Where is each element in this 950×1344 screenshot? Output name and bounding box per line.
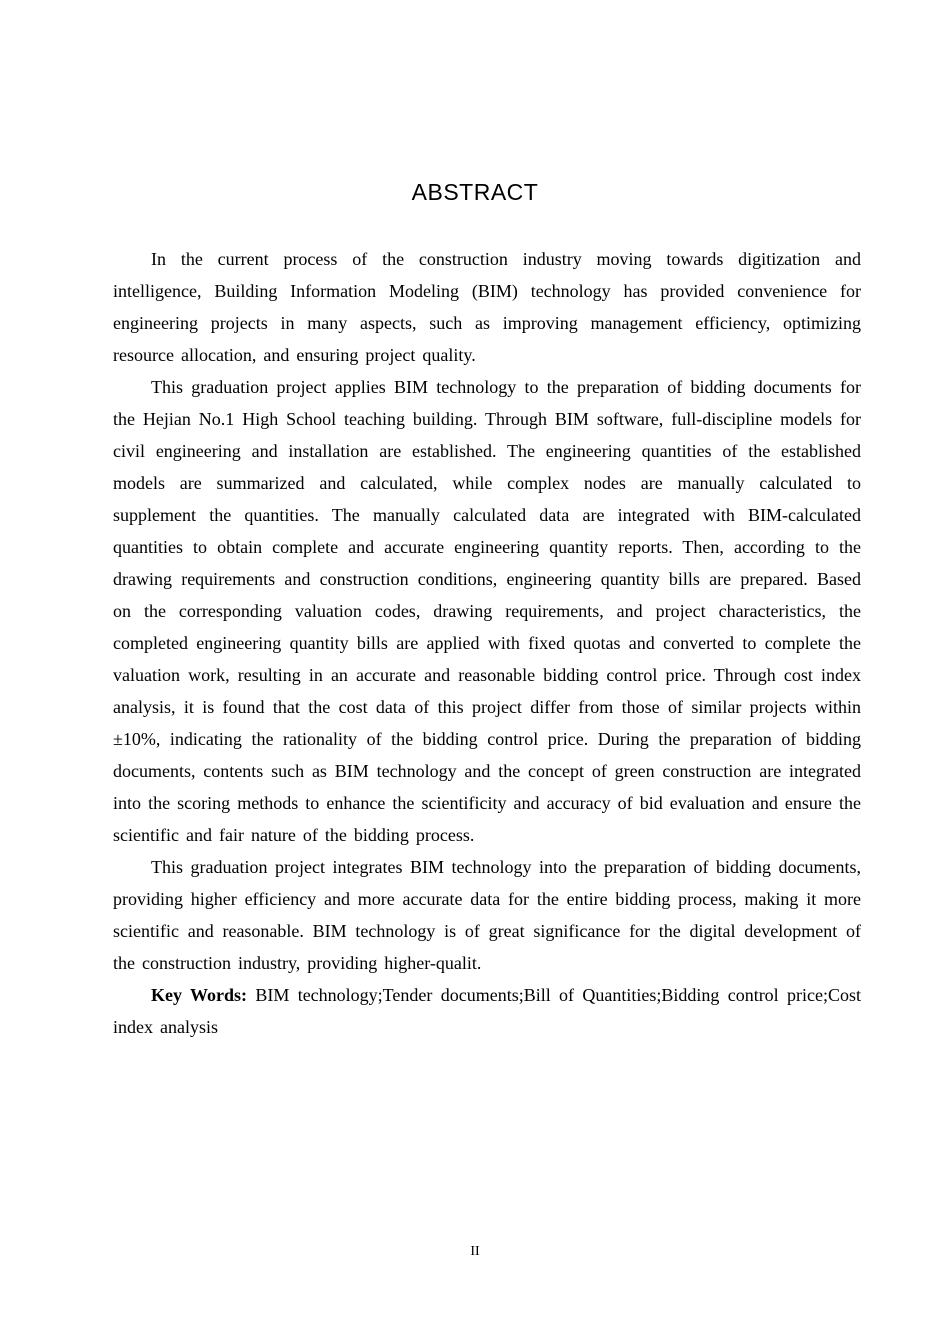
keywords-line: [113, 979, 861, 1043]
page-number: II: [470, 1244, 480, 1259]
keywords-label: Key Words:: [151, 985, 248, 1005]
keywords-text: BIM technology;Tender documents;Bill of Quantities;Bidding control price;Cost index analysis: [113, 985, 862, 1037]
paragraph-3: This graduation project integrates BIM technology into the preparation of bidding documents, providing higher efficiency and more accurate data for the entire bidding process, making it more scientific and reasonable. BIM technology is of great significance for the digital development of the construction industry, providing higher-qualit.: [113, 857, 861, 973]
paragraph-1: In the current process of the construction industry moving towards digitization and intelligence, Building Information Modeling (BIM) technology has provided convenience for engineering projects in many aspects, such as improving management efficiency, optimizing resource allocation, and ensuring project quality.: [113, 249, 861, 365]
abstract-title: ABSTRACT: [411, 179, 539, 205]
abstract-body: [113, 243, 861, 1043]
paragraph-2: This graduation project applies BIM technology to the preparation of bidding documents for the Hejian No.1 High School teaching building. Through BIM software, full-discipline models for civil engineering and installation are established. The engineering quantities of the established models are summarized and calculated, while complex nodes are manually calculated to supplement the quantities. The manually calculated data are integrated with BIM-calculated quantities to obtain complete and accurate engineering quantity reports. Then, according to the drawing requirements and construction conditions, engineering quantity bills are prepared. Based on the corresponding valuation codes, drawing requirements, and project characteristics, the completed engineering quantity bills are applied with fixed quotas and converted to complete the valuation work, resulting in an accurate and reasonable bidding control price. Through cost index analysis, it is found that the cost data of this project differ from those of similar projects within ±10%, indicating the rationality of the bidding control price. During the preparation of bidding documents, contents such as BIM technology and the concept of green construction are integrated into the scoring methods to enhance the scientificity and accuracy of bid evaluation and ensure the scientific and fair nature of the bidding process.: [113, 377, 861, 845]
